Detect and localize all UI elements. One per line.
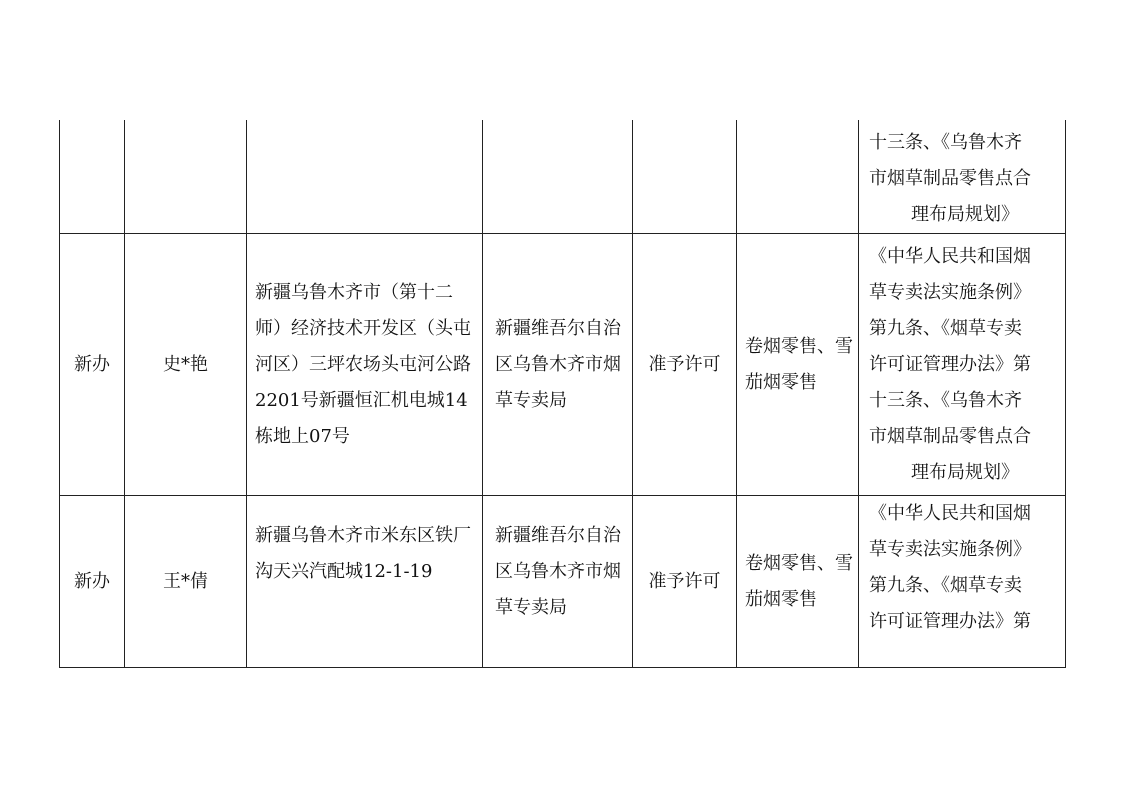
legal-basis-cell — [859, 234, 1066, 496]
name-cell: 王*倩 — [125, 496, 247, 668]
category-cell: 新办 — [60, 496, 125, 668]
basis-line: 理布局规划》 — [911, 204, 1019, 225]
basis-line: 十三条、《乌鲁木齐 — [869, 389, 1022, 411]
category-cell — [60, 120, 125, 234]
decision-cell: 准予许可 — [633, 496, 737, 668]
address-cell: 新疆乌鲁木齐市（第十二师）经济技术开发区（头屯河区）三坪农场头屯河公路2201号新疆恒汇机电城14栋地上07号 — [247, 234, 483, 496]
authority-cell — [483, 120, 633, 234]
category-cell: 新办 — [60, 234, 125, 496]
basis-line: 草专卖法实施条例》 — [869, 539, 1031, 560]
authority-cell: 新疆维吾尔自治区乌鲁木齐市烟草专卖局 — [483, 496, 633, 668]
legal-basis-cell — [859, 120, 1066, 234]
table-row — [60, 496, 1066, 668]
basis-line: 理布局规划》 — [911, 461, 1019, 483]
name-cell: 史*艳 — [125, 234, 247, 496]
basis-line: 《中华人民共和国烟 — [869, 503, 1031, 524]
basis-line: 第九条、《烟草专卖 — [869, 575, 1022, 596]
basis-line: 第九条、《烟草专卖 — [869, 317, 1022, 339]
authority-cell: 新疆维吾尔自治区乌鲁木齐市烟草专卖局 — [483, 234, 633, 496]
basis-line: 许可证管理办法》第 — [869, 611, 1031, 632]
table-row — [60, 234, 1066, 496]
basis-line: 草专卖法实施条例》 — [869, 281, 1031, 303]
basis-line: 许可证管理办法》第 — [869, 353, 1031, 375]
name-cell — [125, 120, 247, 234]
basis-line: 《中华人民共和国烟 — [869, 245, 1031, 267]
decision-cell: 准予许可 — [633, 234, 737, 496]
address-cell — [247, 120, 483, 234]
basis-line: 十三条、《乌鲁木齐 — [869, 132, 1022, 153]
license-table — [59, 120, 1066, 668]
scope-cell: 卷烟零售、雪茄烟零售 — [737, 234, 859, 496]
scope-cell — [737, 120, 859, 234]
basis-line: 市烟草制品零售点合 — [869, 425, 1031, 447]
table-row — [60, 120, 1066, 234]
decision-cell — [633, 120, 737, 234]
scope-cell: 卷烟零售、雪茄烟零售 — [737, 496, 859, 668]
legal-basis-cell — [859, 496, 1066, 668]
basis-line: 市烟草制品零售点合 — [869, 168, 1031, 189]
address-cell: 新疆乌鲁木齐市米东区铁厂沟天兴汽配城12-1-19 — [247, 496, 483, 668]
